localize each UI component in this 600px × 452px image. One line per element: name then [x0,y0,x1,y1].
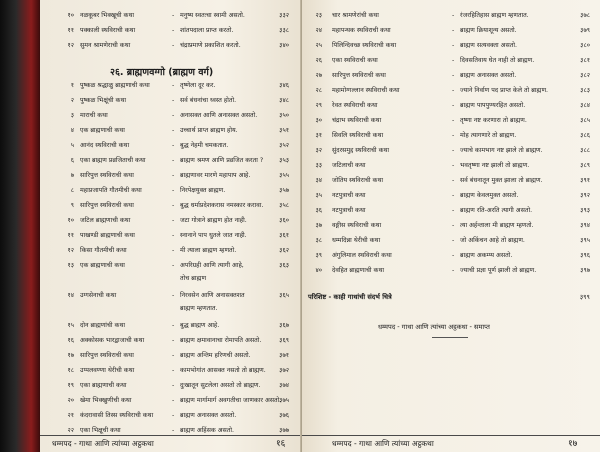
toc-desc: ब्राह्मण केवलमुक्त असतो. [460,192,519,199]
toc-dash: - [452,177,455,184]
toc-desc: ब्राह्मण क्रियाशून्य असतो. [460,27,517,34]
toc-desc: ब्राह्मण अनासक्त असतो. [460,72,517,79]
toc-number: ८ [70,187,74,194]
toc-desc: ब्राह्मण मार्गामार्ग अवगतीचा जाणकार असतो. [180,397,282,404]
toc-page: ३९३ [580,207,590,214]
toc-page: ३५२ [279,142,289,149]
toc-page: ३८० [580,42,590,49]
toc-title: पुष्कळ श्रद्धाळु ब्राह्मणाची कथा [80,82,150,89]
toc-dash: - [452,222,455,229]
toc-desc: सर्व बंधनांचा ध्वस्त होतो. [180,97,237,104]
toc-dash: - [172,247,175,254]
toc-number: २९ [315,102,322,109]
toc-title: सुंदरसमुद्द स्थविराची कथा [332,147,390,154]
toc-page: ३८३ [580,87,590,94]
toc-page: ३७१ [279,352,289,359]
toc-page: ३८५ [580,117,590,124]
toc-page: ३६३ [279,262,289,269]
toc-page: ३४६ [279,82,289,89]
toc-title: नळकूबर भिक्खूची कथा [80,12,135,19]
toc-row [40,80,302,92]
toc-page: ३७८ [580,12,590,19]
toc-title: चंद्राभ स्थविराची कथा [332,117,382,124]
toc-desc: त्या अर्हन्ताला मी ब्राह्मण म्हणतो. [460,222,534,229]
toc-row [40,260,302,272]
toc-dash: - [452,87,455,94]
toc-number: ३७ [315,222,322,229]
toc-row [40,410,302,422]
toc-row [40,10,302,22]
toc-dash: - [172,172,175,179]
toc-desc: शांतपदाला प्राप्त करतो. [180,27,234,34]
toc-desc: स्नानाने पाप धुतले जात नाही. [180,232,247,239]
toc-dash: - [172,382,175,389]
toc-row [302,55,600,67]
section-heading: २६. ब्राह्मणवग्गो (ब्राह्मण वर्ग) [110,67,214,78]
appendix-title: परिशिष्ट - काही गाथांची संदर्भ चित्रे [308,293,392,301]
toc-number: १९ [67,382,74,389]
toc-page: ३९५ [580,237,590,244]
toc-title: पाखण्डी ब्राह्मणाची कथा [80,232,135,239]
toc-number: १६ [67,337,74,344]
toc-row [302,40,600,52]
toc-number: ३ [70,112,74,119]
toc-number: २४ [315,27,322,34]
toc-number: १० [67,12,74,19]
toc-number: ३५ [315,192,322,199]
toc-dash: - [452,192,455,199]
toc-title: एका स्थविराची कथा [332,57,378,64]
toc-title: सुमन श्रामणेराची कथा [80,42,131,49]
toc-title: सारिपुत्त स्थविराची कथा [332,72,386,79]
toc-desc: ब्राह्मणावर मारणे महापाप आहे. [180,172,251,179]
toc-page: ३७२ [279,367,289,374]
toc-page: ३८८ [580,147,590,154]
toc-page: ३६० [279,217,289,224]
toc-desc: बुद्ध नेहमी चमकतात. [180,142,229,149]
toc-title: पुष्कळ भिक्षूंची कथा [80,97,126,104]
toc-title: एका भिक्षूची कथा [80,427,121,434]
toc-dash: - [172,352,175,359]
toc-row [302,85,600,97]
toc-title: दोन ब्राह्मणांची कथा [80,322,126,329]
toc-row [40,215,302,227]
toc-page: ३८४ [580,102,590,109]
toc-dash: - [172,127,175,134]
toc-dash: - [172,112,175,119]
toc-number: ५ [70,142,74,149]
toc-row [302,25,600,37]
toc-page: ३५७ [279,187,289,194]
toc-row [40,110,302,122]
toc-number: १० [67,217,74,224]
toc-desc: भवतृष्णा नष्ट झाली तो ब्राह्मण. [460,162,530,169]
toc-number: ४ [70,127,74,134]
toc-number: ३४ [315,177,322,184]
toc-number: ७ [70,172,74,179]
toc-desc: कामभोगांत आसक्त नसतो तो ब्राह्मण. [180,367,266,374]
toc-row [40,380,302,392]
toc-desc: ब्राह्मण श्रमण आणि प्रव्रजित करता ? [180,157,264,164]
toc-page: ३५३ [279,157,289,164]
toc-title: महामोग्गल्लान स्थविराची कथा [332,87,400,94]
toc-desc: जो अकिंचन आहे तो ब्राह्मण. [460,237,525,244]
toc-row [40,200,302,212]
toc-number: २५ [315,42,322,49]
toc-dash: - [452,132,455,139]
toc-title: धम्मदिन्ना थेरीची कथा [332,237,381,244]
toc-title: उग्गसेनाची कथा [80,292,117,299]
toc-page: ३६७ [279,322,289,329]
toc-number: ३१ [315,132,322,139]
toc-desc: बुद्ध धर्माप्रदेशकरास नमस्कार करावा. [180,202,264,209]
toc-number: २८ [315,87,322,94]
toc-title: पिलिन्दिवच्छ स्थविराची कथा [332,42,397,49]
toc-page: ३७७ [279,427,289,434]
toc-title: नटपुत्राची कथा [332,192,366,199]
toc-row [302,145,600,157]
toc-desc-continued: ब्राह्मण म्हणतात. [180,305,218,312]
toc-desc: ब्राह्मण रति-अरति त्यागी असतो. [460,207,533,214]
toc-row [40,170,302,182]
toc-page: ३९६ [580,252,590,259]
toc-desc: ज्याची प्रज्ञा पूर्ण झाली तो ब्राह्मण. [460,267,537,274]
toc-desc: ब्राह्मण पापपुण्यरहित असतो. [460,102,526,109]
toc-page: ३५५ [279,172,289,179]
toc-number: १२ [67,42,74,49]
toc-dash: - [172,292,175,299]
toc-row [40,395,302,407]
toc-dash: - [172,367,175,374]
toc-title: कंदरावासी तिस्स स्थविराची कथा [80,412,154,419]
toc-number: ९ [70,202,74,209]
book-edge [0,0,40,452]
toc-page: ३६१ [279,232,289,239]
toc-title: उप्पलवण्णा थेरीची कथा [80,367,135,374]
toc-desc: ब्राह्मण अकम्प्य असतो. [460,252,513,259]
toc-row [302,70,600,82]
toc-title: नटपुत्राची कथा [332,207,366,214]
toc-dash: - [172,397,175,404]
toc-page: ३५० [279,112,289,119]
toc-dash: - [172,12,175,19]
toc-row [302,175,600,187]
page-footer [40,435,302,452]
toc-dash: - [452,207,455,214]
toc-page: ३८९ [580,162,590,169]
toc-dash: - [172,82,175,89]
toc-row [302,205,600,217]
toc-desc: निरपेक्षयुक्त ब्राह्मण. [180,187,226,194]
toc-number: १ [70,82,74,89]
toc-page: ३९१ [580,177,590,184]
toc-desc: ब्राह्मण अनासक्त असतो. [180,412,237,419]
page-footer [302,435,600,452]
toc-row [40,125,302,137]
toc-page: ३८२ [580,72,590,79]
toc-dash: - [172,217,175,224]
toc-dash: - [172,232,175,239]
toc-dash: - [172,142,175,149]
toc-title: महापन्थक स्थविराची कथा [332,27,391,34]
toc-dash: - [452,237,455,244]
toc-dash: - [452,72,455,79]
toc-row [302,220,600,232]
toc-row [302,250,600,262]
toc-page: ३८१ [580,57,590,64]
toc-number: १४ [67,292,74,299]
toc-desc: ज्याचे कामभाग नष्ट झाले तो ब्राह्मण. [460,147,543,154]
toc-number: १३ [67,262,74,269]
toc-dash: - [452,27,455,34]
toc-title: सारिपुत्त स्थविराची कथा [80,352,134,359]
toc-dash: - [452,162,455,169]
toc-desc: मी त्याला ब्राह्मण म्हणतो. [180,247,237,254]
toc-number: १८ [67,367,74,374]
toc-row [40,335,302,347]
toc-row [40,350,302,362]
toc-page: ३४८ [279,97,289,104]
toc-title: माराची कथा [80,112,108,119]
toc-number: २१ [67,412,74,419]
toc-dash: - [172,322,175,329]
toc-number: १५ [67,322,74,329]
toc-title: किसा गौतमीची कथा [80,247,127,254]
toc-page: ३६९ [279,337,289,344]
toc-desc: ब्राह्मण अन्तिम हरिणची असतो. [180,352,251,359]
toc-dash: - [172,27,175,34]
toc-desc: ब्राह्मण क्षमावानाचा रोमापति असतो. [180,337,262,344]
toc-title: एक ब्राह्मणाची कथा [80,127,125,134]
toc-desc: अपरिग्रही आणि त्यागी आहे, [180,262,244,269]
toc-number: २७ [315,72,322,79]
toc-title: सिवलि स्थविराची कथा [332,132,384,139]
toc-number: २ [70,97,74,104]
appendix-page: ३९९ [579,293,590,301]
toc-dash: - [452,267,455,274]
toc-number: २२ [67,427,74,434]
toc-title: देवहित ब्राह्मणाची कथा [332,267,384,274]
toc-number: ६ [70,157,74,164]
toc-desc: चंद्राप्रमाणे प्रकाशित करतो. [180,42,241,49]
toc-number: ३९ [315,252,322,259]
toc-number: ३६ [315,207,322,214]
toc-page: ३५८ [279,202,289,209]
toc-dash: - [172,42,175,49]
toc-dash: - [452,102,455,109]
toc-dash: - [452,252,455,259]
toc-row [302,100,600,112]
toc-desc: ज्याने निर्वाण पद प्राप्त केले तो ब्राह्मण. [460,87,549,94]
toc-page: ३९२ [580,192,590,199]
toc-row [40,155,302,167]
toc-page: ३३८ [279,27,289,34]
toc-dash: - [452,42,455,49]
toc-desc: दिवसतिवाय घेत नाही तो ब्राह्मण. [460,57,535,64]
toc-desc: अनासक्त आणि अनासक्त असतो. [180,112,258,119]
toc-dash: - [172,157,175,164]
toc-desc: ब्राह्मण अहिंसक असतो. [180,427,234,434]
right-page [302,0,600,452]
toc-desc: रंजरहितिहास ब्राह्मण म्हणतात. [460,12,529,19]
toc-desc: तृष्णा नष्ट करणारा तो ब्राह्मण. [460,117,527,124]
toc-row [40,290,302,302]
appendix-entry [308,292,590,301]
toc-row [40,185,302,197]
toc-title: आनंद स्थविराची कथा [80,142,130,149]
toc-number: ३२ [315,147,322,154]
toc-continuation [40,303,302,315]
page-number: १६ [276,439,286,449]
toc-dash: - [172,97,175,104]
toc-title: एक ब्राह्मणाची कथा [80,262,125,269]
toc-number: ३० [315,117,322,124]
toc-title: जटिलाची कथा [332,162,366,169]
toc-desc: बुद्ध ब्राह्मण आहे. [180,322,220,329]
toc-number: २६ [315,57,322,64]
toc-number: ४० [315,267,322,274]
toc-page: ३४० [279,42,289,49]
toc-desc: मोह त्यागणारे तो ब्राह्मण. [460,132,517,139]
toc-page: ३८६ [580,132,590,139]
toc-page: ३३२ [279,12,289,19]
toc-row [302,190,600,202]
toc-dash: - [452,12,455,19]
toc-desc: दुःखातून सुटलेला असतो तो ब्राह्मण. [180,382,261,389]
toc-number: २३ [315,12,322,19]
toc-number: ११ [67,232,74,239]
toc-title: एका ब्राह्मणाची कथा [80,382,127,389]
toc-desc-continued: तोच ब्राह्मण [180,275,207,282]
toc-desc: जटा गोत्राने ब्राह्मण होत नाही. [180,217,247,224]
toc-dash: - [172,202,175,209]
toc-title: सारिपुत्त स्थविराची कथा [80,172,134,179]
toc-title: अंगुलिमाल स्थविराची कथा [332,252,392,259]
toc-dash: - [172,187,175,194]
end-divider [432,337,468,338]
toc-title: रेवत स्थविराची कथा [332,102,378,109]
toc-title: चार श्रामणेरांची कथा [332,12,379,19]
page-number: १७ [568,439,578,449]
toc-page: ३९७ [580,267,590,274]
toc-page: ३७६ [279,412,289,419]
toc-desc: उच्चार्थ प्राप्त ब्राह्मण होय. [180,127,238,134]
toc-row [40,95,302,107]
toc-title: खेमा भिक्खुणीची कथा [80,397,132,404]
toc-page: ३७९ [580,27,590,34]
toc-title: जोतिय स्थविराची कथा [332,177,383,184]
toc-title: अक्कोसक भारद्वाजाची कथा [80,337,145,344]
toc-title: जटिल ब्राह्मणाची कथा [80,217,131,224]
toc-page: ३६२ [279,247,289,254]
toc-title: सारिपुत्त स्थविराची कथा [80,202,134,209]
toc-row [40,140,302,152]
footer-title: धम्मपद - गाथा आणि त्यांच्या अट्ठकथा [52,439,154,448]
toc-continuation [40,273,302,285]
toc-row [40,40,302,52]
toc-page: ३७४ [279,382,289,389]
toc-row [40,230,302,242]
end-note: धम्मपद - गाथा आणि त्यांच्या अट्ठकथा - समाप्त [378,323,490,331]
toc-row [302,160,600,172]
toc-number: ३८ [315,237,322,244]
toc-desc: ब्राह्मण सत्यवक्ता असतो. [460,42,517,49]
toc-page: ३६५ [279,292,289,299]
toc-number: ३३ [315,162,322,169]
toc-row [40,365,302,377]
toc-title: महाप्रजापति गौतमीची कथा [80,187,142,194]
toc-row [302,115,600,127]
toc-title: वङ्गीस स्थविराची कथा [332,222,382,229]
toc-row [40,25,302,37]
left-page [40,0,302,452]
toc-page: ३७५ [279,397,289,404]
toc-desc: सर्व बंधनातून मुक्त झाला तो ब्राह्मण. [460,177,543,184]
toc-dash: - [452,117,455,124]
toc-title: एका ब्राह्मण प्रव्रजिताची कथा [80,157,146,164]
toc-number: १७ [67,352,74,359]
toc-desc: निरवसेन आणि अनासक्तशत [180,292,245,299]
toc-number: ११ [67,27,74,34]
toc-row [302,10,600,22]
toc-row [302,265,600,277]
toc-row [40,320,302,332]
toc-row [302,130,600,142]
toc-dash: - [452,147,455,154]
toc-page: ३५१ [279,127,289,134]
toc-desc: तृष्णेला दूर कर. [180,82,216,89]
toc-row [40,245,302,257]
toc-dash: - [172,427,175,434]
toc-page: ३९४ [580,222,590,229]
toc-title: पक्काली स्थविराची कथा [80,27,136,34]
toc-dash: - [172,262,175,269]
toc-dash: - [172,337,175,344]
footer-title: धम्मपद - गाथा आणि त्यांच्या अट्ठकथा [332,439,434,448]
toc-number: २० [67,397,74,404]
toc-number: १२ [67,247,74,254]
toc-dash: - [452,57,455,64]
toc-dash: - [172,412,175,419]
toc-row [302,235,600,247]
toc-desc: मनुष्य स्वतःचा स्वामी असतो. [180,12,245,19]
